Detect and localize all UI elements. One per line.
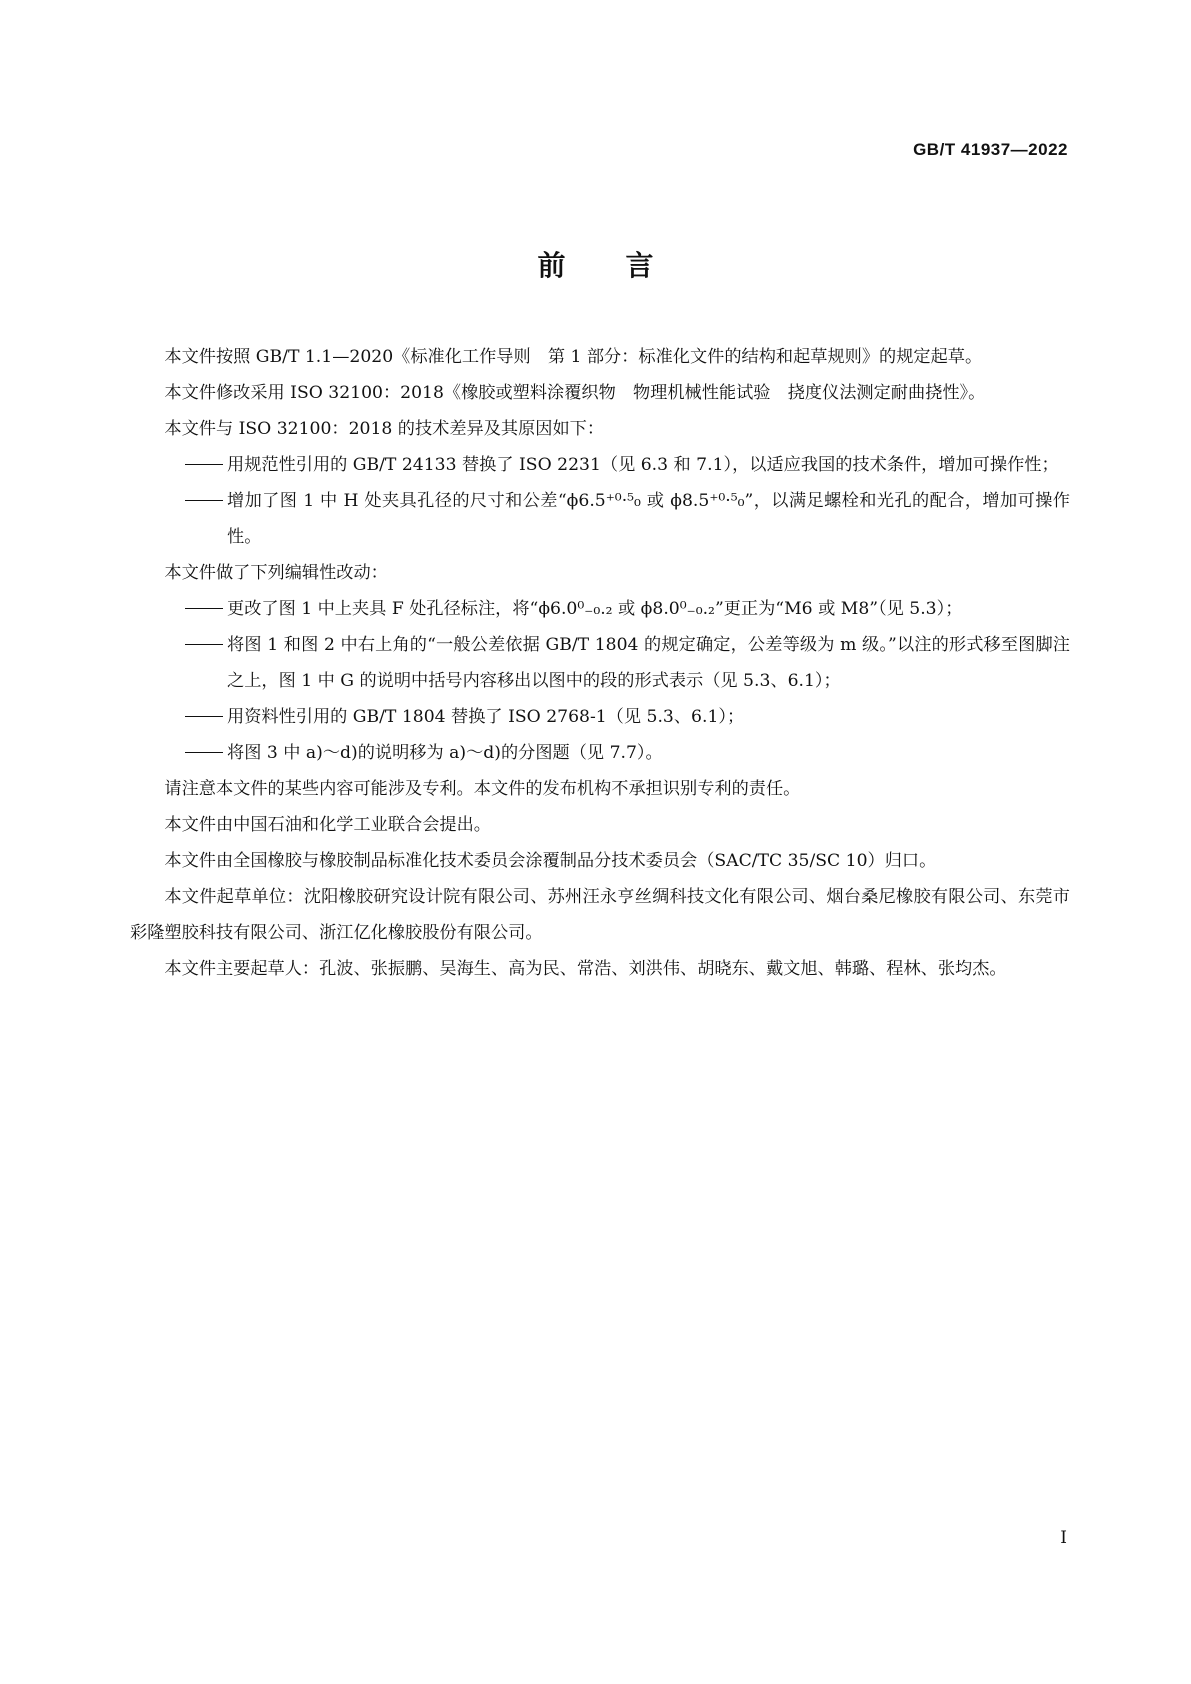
list-item [130,699,1070,735]
list-item-text: 增加了图 1 中 H 处夹具孔径的尺寸和公差“ϕ6.5⁺⁰·⁵₀ 或 ϕ8.5⁺⁰·⁵₀”，以满足螺栓和光孔的配合，增加可操作性。 [227,491,1070,547]
paragraph-drafting-rules: 本文件按照 GB/T 1.1—2020《标准化工作导则 第 1 部分：标准化文件的结构和起草规则》的规定起草。 [164,347,983,367]
list-item [130,447,1070,483]
paragraph-adoption: 本文件修改采用 ISO 32100：2018《橡胶或塑料涂覆织物 物理机械性能试验 挠度仪法测定耐曲挠性》。 [164,383,986,403]
paragraph-technical-differences: 本文件与 ISO 32100：2018 的技术差异及其原因如下： [164,419,605,439]
list-item-text: 将图 1 和图 2 中右上角的“一般公差依据 GB/T 1804 的规定确定，公差等级为 m 级。”以注的形式移至图脚注之上，图 1 中 G 的说明中括号内容移出以图中的段的形式表示（见 5.3、6.1）； [227,635,1070,691]
document-body [130,339,1070,987]
paragraph-editorial-changes: 本文件做了下列编辑性改动： [164,563,388,583]
list-item [130,483,1070,555]
list-item-text: 用规范性引用的 GB/T 24133 替换了 ISO 2231（见 6.3 和 7.1），以适应我国的技术条件，增加可操作性； [227,455,1059,475]
paragraph-technical-committee: 本文件由全国橡胶与橡胶制品标准化技术委员会涂覆制品分技术委员会（SAC/TC 35/SC 10）归口。 [164,851,937,871]
list-item-text: 将图 3 中 a)～d)的说明移为 a)～d)的分图题（见 7.7）。 [227,743,663,763]
paragraph-patent-notice: 请注意本文件的某些内容可能涉及专利。本文件的发布机构不承担识别专利的责任。 [164,779,801,799]
page-number: I [1060,1528,1067,1548]
standard-code: GB/T 41937—2022 [913,140,1068,159]
list-item [130,627,1070,699]
paragraph-drafters: 本文件主要起草人：孔波、张振鹏、吴海生、高为民、常浩、刘洪伟、胡晓东、戴文旭、韩璐、程林、张均杰。 [164,959,1007,979]
list-item-text: 更改了图 1 中上夹具 F 处孔径标注，将“ϕ6.0⁰₋₀.₂ 或 ϕ8.0⁰₋₀.₂”更正为“M6 或 M8”（见 5.3）； [227,599,963,619]
paragraph-drafting-units: 本文件起草单位：沈阳橡胶研究设计院有限公司、苏州汪永亨丝绸科技文化有限公司、烟台桑尼橡胶有限公司、东莞市彩隆塑胶科技有限公司、浙江亿化橡胶股份有限公司。 [130,887,1070,943]
list-item [130,591,1070,627]
paragraph-proposer: 本文件由中国石油和化学工业联合会提出。 [164,815,491,835]
list-item-text: 用资料性引用的 GB/T 1804 替换了 ISO 2768-1（见 5.3、6.1）； [227,707,745,727]
list-item [130,735,1070,771]
page-title: 前言 [537,249,714,282]
